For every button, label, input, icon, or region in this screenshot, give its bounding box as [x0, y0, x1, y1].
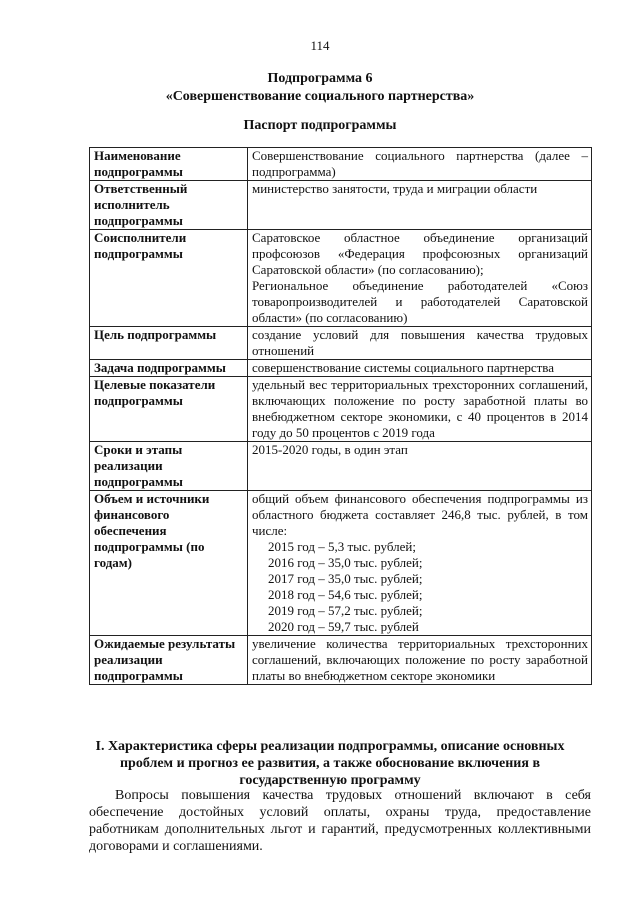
funding-year: 2019 год – 57,2 тыс. рублей;	[268, 603, 423, 618]
row-value	[248, 230, 592, 327]
row-label: Ожидаемые результаты реализации подпрограммы	[90, 636, 248, 685]
row-label: Сроки и этапы реализации подпрограммы	[90, 442, 248, 491]
body-paragraph: Вопросы повышения качества трудовых отношений включают в себя обеспечение достойных условий оплаты, охраны труда, предоставление работникам дополнительных льгот и гарантий, предусмотренных коллективными договорами и соглашениями.	[89, 788, 591, 854]
co-executor-2: Региональное объединение работодателей «Союз товаропроизводителей и работодателей Саратовской области» (по согласованию)	[252, 278, 588, 325]
row-label: Объем и источники финансового обеспечения подпрограммы (по годам)	[90, 491, 248, 636]
row-label: Цель подпрограммы	[90, 327, 248, 360]
row-value: создание условий для повышения качества трудовых отношений	[248, 327, 592, 360]
table-row	[90, 442, 592, 491]
subprogram-title	[0, 70, 640, 106]
subprogram-number: Подпрограмма 6	[267, 71, 373, 86]
section-heading: I. Характеристика сферы реализации подпрограммы, описание основных проблем и прогноз ее развития, а также обоснование включения в государственную программу	[95, 739, 565, 788]
funding-year: 2015 год – 5,3 тыс. рублей;	[268, 539, 416, 554]
table-row	[90, 636, 592, 685]
co-executor-1: Саратовское областное объединение организаций профсоюзов «Федерация профсоюзных организаций Саратовской области» (по согласованию);	[252, 230, 588, 277]
row-value	[248, 491, 592, 636]
row-value: министерство занятости, труда и миграции области	[248, 181, 592, 230]
funding-year: 2018 год – 54,6 тыс. рублей;	[268, 587, 423, 602]
row-value: удельный вес территориальных трехсторонних соглашений, включающих положение по росту заработной платы во внебюджетном секторе экономики, с 40 процентов в 2014 году до 50 процентов с 2019 года	[248, 377, 592, 442]
funding-year: 2017 год – 35,0 тыс. рублей;	[268, 571, 423, 586]
table-row	[90, 230, 592, 327]
row-value: Совершенствование социального партнерства (далее – подпрограмма)	[248, 148, 592, 181]
table-row	[90, 327, 592, 360]
row-label: Наименование подпрограммы	[90, 148, 248, 181]
subprogram-name: «Совершенствование социального партнерства»	[165, 89, 475, 104]
row-value: совершенствование системы социального партнерства	[248, 360, 592, 377]
table-row	[90, 148, 592, 181]
table-row	[90, 181, 592, 230]
table-row	[90, 377, 592, 442]
table-row	[90, 491, 592, 636]
page-number: 114	[310, 38, 330, 53]
funding-total: общий объем финансового обеспечения подпрограммы из областного бюджета составляет 246,8 тыс. рублей, в том числе:	[252, 491, 588, 538]
table-row	[90, 360, 592, 377]
row-value: 2015-2020 годы, в один этап	[248, 442, 592, 491]
passport-heading: Паспорт подпрограммы	[243, 118, 397, 133]
row-label: Задача подпрограммы	[90, 360, 248, 377]
row-label: Целевые показатели подпрограммы	[90, 377, 248, 442]
funding-year: 2020 год – 59,7 тыс. рублей	[268, 619, 419, 634]
row-label: Ответственный исполнитель подпрограммы	[90, 181, 248, 230]
funding-year: 2016 год – 35,0 тыс. рублей;	[268, 555, 423, 570]
row-value: увеличение количества территориальных трехсторонних соглашений, включающих положение по росту заработной платы во внебюджетном секторе экономики	[248, 636, 592, 685]
row-label: Соисполнители подпрограммы	[90, 230, 248, 327]
passport-table	[89, 147, 592, 685]
